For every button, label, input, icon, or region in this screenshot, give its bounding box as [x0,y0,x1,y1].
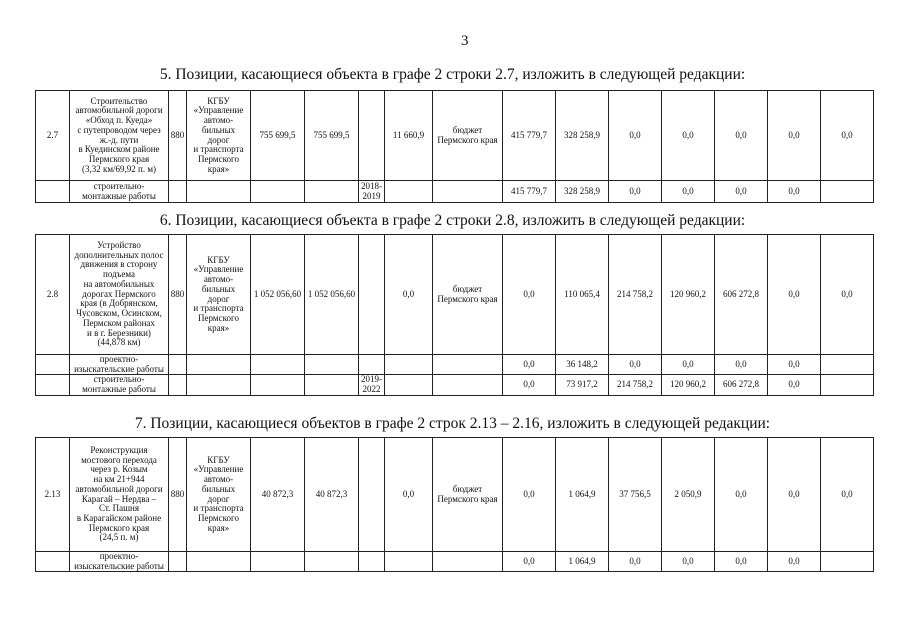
table-cell: 0,0 [609,181,662,203]
table-row-sub [36,375,874,395]
table-cell: 2.13 [36,438,70,552]
table-cell: 2 050,9 [662,438,715,552]
table-cell: 2.7 [36,91,70,181]
table-cell: 40 872,3 [305,438,359,552]
table-cell [385,552,433,572]
table-cell: Строительство автомобильной дороги «Обход п. Куеда» с путепроводом через ж.-д. пути в Куединском районе Пермского края (3,32 км/69,92 п. м) [70,91,169,181]
table-cell: 0,0 [609,355,662,375]
table-row-sub [36,181,874,203]
table-cell: 606 272,8 [715,375,768,395]
table-cell: 1 064,9 [556,438,609,552]
table-cell: 0,0 [503,375,556,395]
table-cell [305,181,359,203]
table-cell: 0,0 [768,181,821,203]
table-cell [433,375,503,395]
table-cell [433,552,503,572]
table-cell: КГБУ «Управление автомо- бильных дорог и транспорта Пермского края» [187,235,251,355]
table-cell [36,355,70,375]
table-section-6 [35,234,874,396]
table-cell: проектно- изыскательские работы [70,355,169,375]
table-row-main [36,438,874,552]
table-cell [821,181,874,203]
table-cell [359,438,385,552]
table-cell: 0,0 [768,91,821,181]
table-cell: 755 699,5 [251,91,305,181]
table-cell [187,552,251,572]
table-cell [305,355,359,375]
table-cell: 40 872,3 [251,438,305,552]
table-cell: 0,0 [715,181,768,203]
table-cell: 0,0 [503,552,556,572]
table-cell: 214 758,2 [609,375,662,395]
table-cell: 0,0 [503,355,556,375]
table-cell: 328 258,9 [556,181,609,203]
table-cell: 0,0 [385,438,433,552]
table-cell: строительно- монтажные работы [70,375,169,395]
table-cell: 1 064,9 [556,552,609,572]
table-cell: 880 [169,91,187,181]
table-cell: 0,0 [715,91,768,181]
table-cell: бюджет Пермского края [433,91,503,181]
table-cell [385,375,433,395]
table-cell: 0,0 [662,181,715,203]
table-cell: 120 960,2 [662,375,715,395]
table-cell: 0,0 [768,355,821,375]
table-cell: 415 779,7 [503,91,556,181]
table-cell: 2.8 [36,235,70,355]
table-section-7 [35,437,874,572]
table-cell: КГБУ «Управление автомо- бильных дорог и транспорта Пермского края» [187,91,251,181]
table-cell [251,181,305,203]
table-cell: 606 272,8 [715,235,768,355]
page-number: 3 [461,33,469,49]
table-cell: 0,0 [768,375,821,395]
table-cell: 0,0 [503,235,556,355]
table-cell: Устройство дополнительных полос движения в сторону подъема на автомобильных дорогах Пермского края (в Добрянском, Чусовском, Осинском, Пермском районах и в г. Березники) (44,878 км) [70,235,169,355]
table-cell [433,355,503,375]
table-row-sub [36,552,874,572]
table-cell: 110 065,4 [556,235,609,355]
table-cell: 0,0 [768,552,821,572]
table-cell: 0,0 [821,91,874,181]
table-cell: 0,0 [715,355,768,375]
table-cell: 73 917,2 [556,375,609,395]
table-cell [169,552,187,572]
table-cell: 0,0 [662,91,715,181]
table-cell [359,355,385,375]
table-cell: 755 699,5 [305,91,359,181]
table-section-5 [35,90,874,203]
table-cell: 0,0 [821,235,874,355]
table-cell: 0,0 [821,438,874,552]
table-cell [821,552,874,572]
table-cell: 0,0 [503,438,556,552]
table-cell: строительно- монтажные работы [70,181,169,203]
table-cell: КГБУ «Управление автомо- бильных дорог и транспорта Пермского края» [187,438,251,552]
table-row-main [36,91,874,181]
table-cell: 328 258,9 [556,91,609,181]
table-cell [169,181,187,203]
table-cell [305,375,359,395]
table-row-main [36,235,874,355]
table-cell: проектно- изыскательские работы [70,552,169,572]
table-cell: бюджет Пермского края [433,235,503,355]
table-cell [36,375,70,395]
table-cell: 0,0 [609,91,662,181]
table-cell [36,181,70,203]
table-cell [187,181,251,203]
table-cell: 36 148,2 [556,355,609,375]
table-cell: 0,0 [768,235,821,355]
table-cell: 0,0 [609,552,662,572]
table-cell: 880 [169,438,187,552]
table-cell [433,181,503,203]
table-cell: 1 052 056,60 [251,235,305,355]
table-cell [305,552,359,572]
section-heading-6: 6. Позиции, касающиеся объекта в графе 2 строки 2.8, изложить в следующей редакции: [159,212,746,229]
table-row-sub [36,355,874,375]
table-cell [251,355,305,375]
table-cell [385,355,433,375]
table-cell: 880 [169,235,187,355]
table-cell [251,552,305,572]
table-cell: 37 756,5 [609,438,662,552]
table-cell: 0,0 [715,438,768,552]
table-cell [821,375,874,395]
table-cell: 0,0 [768,438,821,552]
section-heading-5: 5. Позиции, касающиеся объекта в графе 2 строки 2.7, изложить в следующей редакции: [159,66,746,83]
table-cell: 2019- 2022 [359,375,385,395]
table-cell [359,552,385,572]
table-cell [359,91,385,181]
table-cell [169,375,187,395]
table-cell: 11 660,9 [385,91,433,181]
table-cell [821,355,874,375]
table-cell [359,235,385,355]
table-cell [36,552,70,572]
table-cell: бюджет Пермского края [433,438,503,552]
table-cell: 0,0 [662,355,715,375]
table-cell: 1 052 056,60 [305,235,359,355]
table-cell [385,181,433,203]
table-cell [187,375,251,395]
table-cell: 120 960,2 [662,235,715,355]
table-cell: Реконструкция мостового перехода через р. Козым на км 21+944 автомобильной дороги Карагай – Нердва – Ст. Пашня в Карагайском районе Пермского края (24,5 п. м) [70,438,169,552]
table-cell: 0,0 [662,552,715,572]
section-heading-7: 7. Позиции, касающиеся объектов в графе 2 строк 2.13 – 2.16, изложить в следующей редакции: [134,415,771,432]
table-cell: 0,0 [385,235,433,355]
table-cell [187,355,251,375]
table-cell [169,355,187,375]
table-cell: 415 779,7 [503,181,556,203]
table-cell [251,375,305,395]
table-cell: 2018- 2019 [359,181,385,203]
table-cell: 214 758,2 [609,235,662,355]
table-cell: 0,0 [715,552,768,572]
